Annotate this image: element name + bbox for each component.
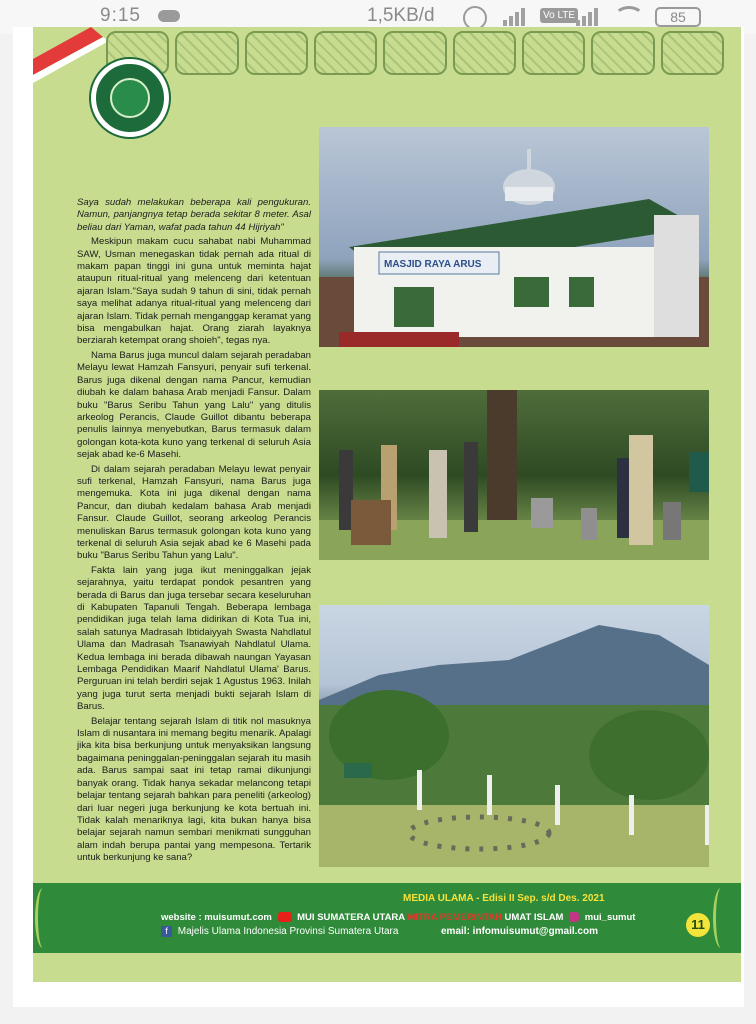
page-footer [33, 883, 741, 953]
signal-icon [503, 8, 529, 26]
wifi-icon [614, 6, 644, 28]
footer-contacts [161, 912, 635, 923]
page-number: 11 [686, 913, 710, 937]
instagram-icon [569, 912, 579, 922]
facebook-row [161, 926, 398, 937]
article-paragraph: Belajar tentang sejarah Islam di titik nol masuknya Islam di nusantara ini memang begitu menarik. Apalagi jika kita bisa berkunjung untuk menyaksikan langsung bagaimana peninggalan-peninggalan sejarah itu masih ada. Barus sampai saat ini tetap ramai dikunjungi banyak orang. Tidak hanya sekadar melancong tetapi belajar tentang sejarah bahkan para peneliti (arkeolog) dari luar negeri juga berkunjung ke kota bertuah ini. Tidak kalah menariknya lagi, kita bukan hanya bisa belajar sejarah namun sembari menikmati sungguhan alam indah berupa pantai yang mempesona. Tertarik untuk berkunjung ke sana? [77, 715, 311, 864]
mui-logo [91, 59, 169, 137]
website-link[interactable]: website : muisumut.com [161, 912, 272, 923]
article-paragraph: Nama Barus juga muncul dalam sejarah peradaban Melayu lewat Hamzah Fansyuri, penyair sufi terkenal. Barus juga dikenal dengan nama Pancur, kemudian diubah ke dalam bahasa Arab menjadi Fansur. Dalam buku "Barus Seribu Tahun yang Lalu" yang ditulis arkeolog Perancis, Claude Guillot dibantu beberapa penulis lainnya menyebutkan, Barus termasuk dalam golongan kota-kota kuno yang terkenal di seluruh Asia sejak abad ke-6 Masehi. [77, 349, 311, 461]
article-paragraph: Meskipun makam cucu sahabat nabi Muhammad SAW, Usman menegaskan tidak pernah ada ritual di makam papan tinggi ini guna untuk meminta hajat ataupun ritual-ritual yang melenceng dari ketentuan ajaran Islam."Saya sudah 9 tahun di sini, tidak pernah saya melihat adanya ritual-ritual yang melenceng dari ajaran Islam. Tidak pernah menganggap keramat yang bisa mengabulkan hajat. Orang ziarah layaknya berziarah ketempat orang shoieh", tegas nya. [77, 236, 311, 347]
mosque-photo [319, 127, 709, 347]
tomb-visitors-photo [319, 390, 709, 560]
header-ornament [103, 31, 727, 75]
mountain-cemetery-photo [319, 605, 709, 867]
edition-label: MEDIA ULAMA - Edisi II Sep. s/d Des. 2021 [403, 893, 605, 904]
youtube-channel[interactable]: MUI SUMATERA UTARA [297, 912, 405, 923]
cloud-icon [158, 10, 180, 22]
youtube-icon [278, 912, 292, 922]
facebook-icon: f [161, 926, 172, 937]
mosque-sign: MASJID RAYA ARUS [384, 259, 482, 270]
article-paragraph: Fakta lain yang juga ikut meninggalkan jejak sejarahnya, yaitu terdapat pondok pesantren yang berada di Barus dan juga tersebar secara keseluruhan di Kabupaten Tapanuli Tengah. Beberapa lembaga pendidikan juga telah lama didirikan di Kota Tua ini, salah satunya Madrasah Ibtidaiyyah Swasta Nahdlatul Ulama dan Madrasah Tsanawiyah Nahdlatul Ulama. Kedua lembaga ini berada dibawah naungan Yayasan Lembaga Pendidikan Maarif Nahdlatul Ulama' Barus. Perguruan ini telah berdiri sejak 1 Agustus 1963. Inilah yang juga turut serta menjadi bukti sejarah Islam di Barus. [77, 564, 311, 713]
article-body [77, 197, 311, 867]
battery-icon: 85 [655, 7, 701, 27]
article-paragraph: Di dalam sejarah peradaban Melayu lewat penyair sufi terkenal, Hamzah Fansyuri, nama Barus juga mengemuka. Kota ini juga dikenal dengan nama Pancur, dan diubah kedalam bahasa Arab menjadi Fansur. Claude Guillot, seorang arkeolog Perancis menuliskan Barus termasuk golongan kota kuno yang terkenal di seluruh Asia sejak abad ke 6 Masehi pada buku "Barus Seribu Tahun yang Lalu". [77, 463, 311, 562]
tagline: MITRA PEMERINTAH [407, 912, 502, 923]
leaf-ornament [713, 888, 729, 948]
leaf-ornament [35, 888, 51, 948]
article-paragraph: Saya sudah melakukan beberapa kali pengukuran. Namun, panjangnya tetap berada sekitar 8 meter. Asal beliau dari Yaman, wafat pada tahun 44 Hijriyah" [77, 197, 311, 233]
tagline-2: UMAT ISLAM [504, 912, 564, 923]
volte-icon: Vo LTE [540, 8, 578, 23]
signal-icon [576, 8, 602, 26]
magazine-page [13, 27, 744, 1007]
instagram-handle[interactable]: mui_sumut [584, 912, 636, 923]
net-speed: 1,5KB/d [367, 5, 435, 26]
facebook-page[interactable]: Majelis Ulama Indonesia Provinsi Sumatera Utara [177, 926, 399, 938]
clock: 9:15 [100, 5, 141, 26]
email-address[interactable]: email: infomuisumut@gmail.com [441, 926, 598, 937]
